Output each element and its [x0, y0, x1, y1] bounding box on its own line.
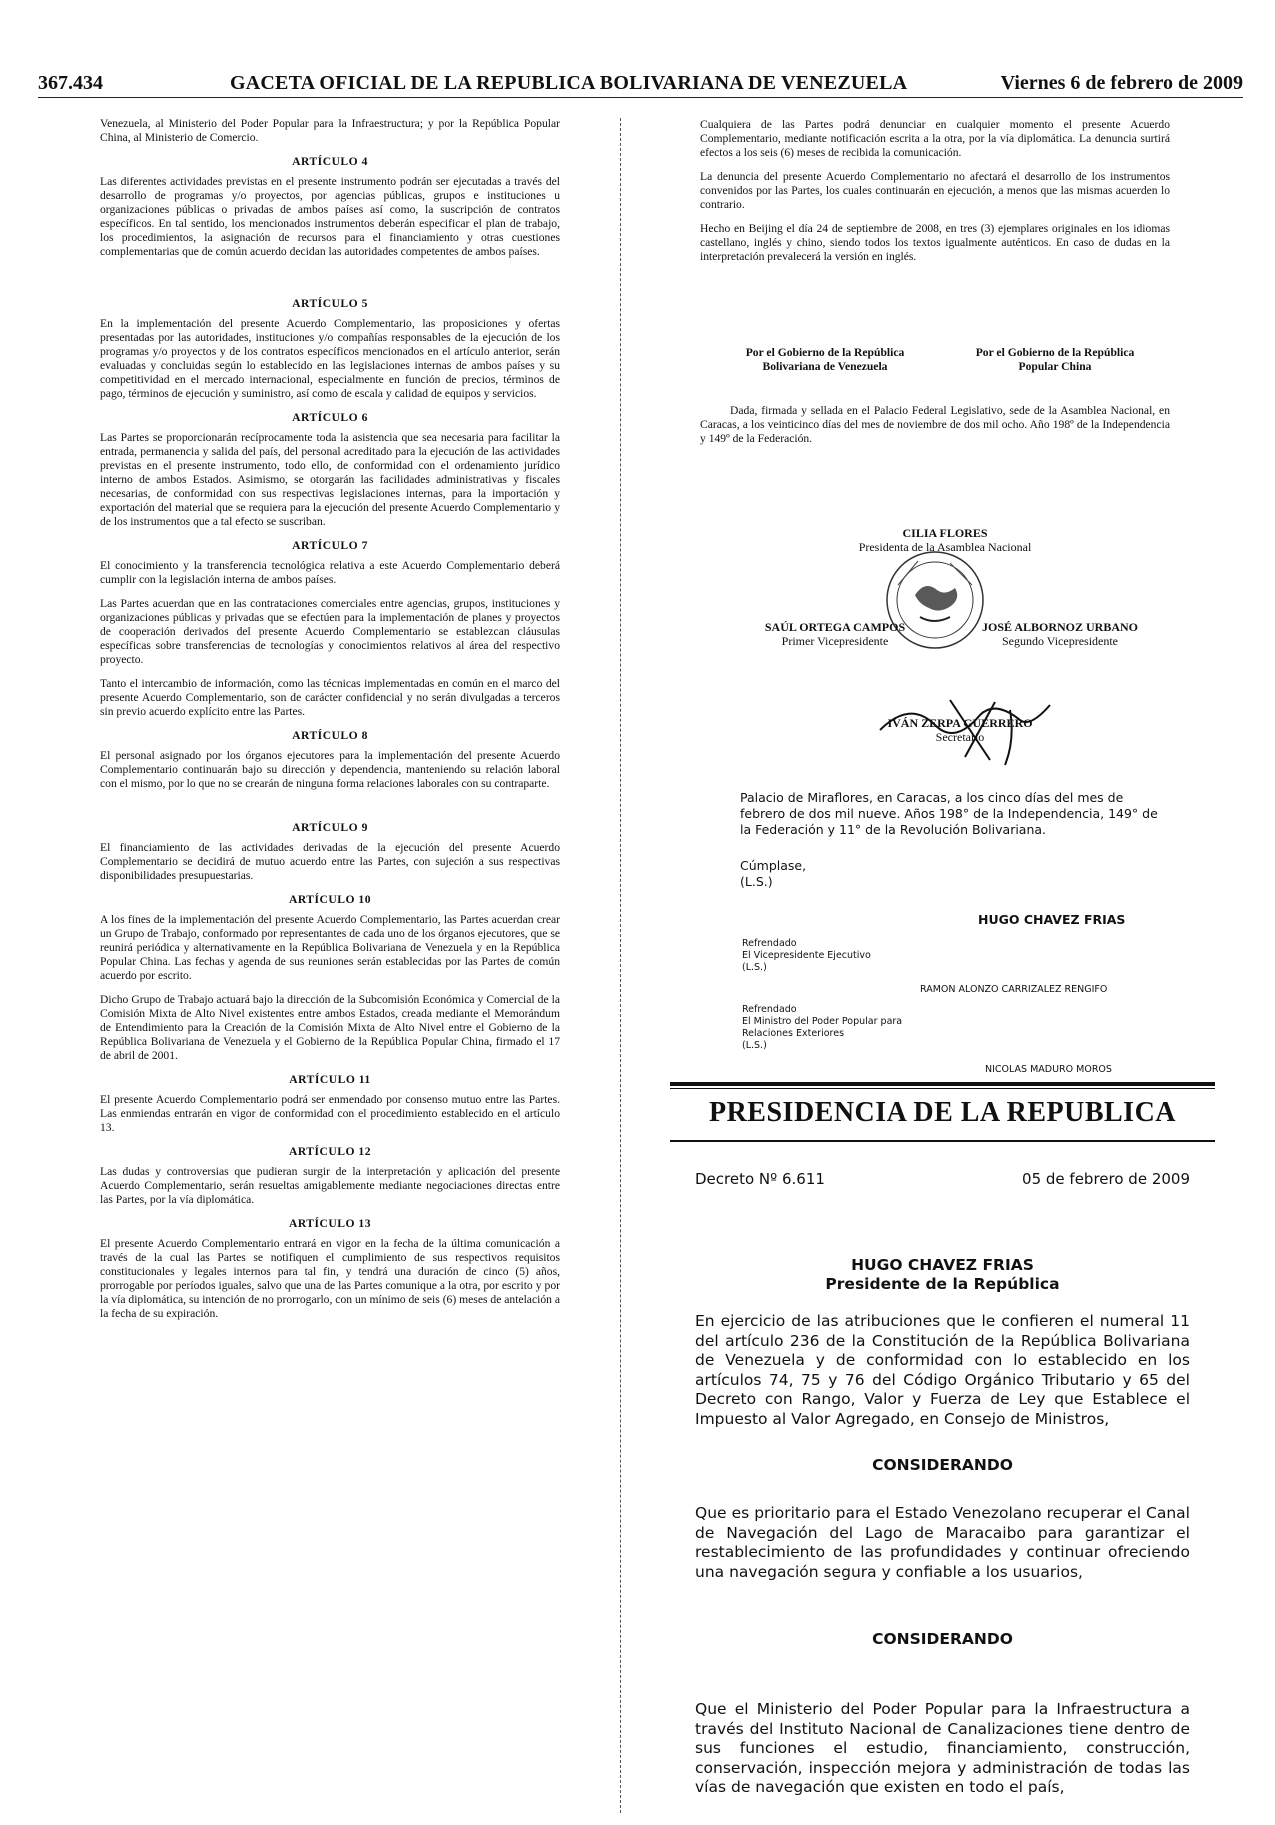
- secretary-name: IVÁN ZERPA GUERRERO: [887, 716, 1033, 730]
- article-5-heading: ARTÍCULO 5: [292, 297, 368, 310]
- article-4-paragraph: Las diferentes actividades previstas en el presente instrumento podrán ser ejecutadas a través del desarrollo de programas y/o proyectos, por agencias públicas, grupos e instituciones u organizaciones públicas o privadas de ambos países así como, la suscripción de contratos específicos. En tal sentido, los mencionados instrumentos deberán especificar el plan de trabajo, los procedimientos, la asignación de recursos para el financiamiento y otras cuestiones complementarias que de común acuerdo decidan las autoridades competentes de ambos países.: [100, 175, 560, 258]
- considerando-heading-1: CONSIDERANDO: [872, 1456, 1013, 1474]
- refrendo-1: Refrendado El Vicepresidente Ejecutivo (L.S.): [742, 938, 871, 973]
- hecho-paragraph: Hecho en Beijing el día 24 de septiembre de 2008, en tres (3) ejemplares originales en los idiomas castellano, inglés y chino, siendo todos los textos igualmente auténticos. En caso de dudas en la interpretación prevalecerá la versión en inglés.: [700, 222, 1170, 263]
- second-vice-president-role: Segundo Vicepresidente: [1001, 634, 1119, 648]
- article-9-paragraph: El financiamiento de las actividades derivadas de la ejecución del presente Acuerdo Complementario se decidirá de mutuo acuerdo entre las Partes, con sujeción a sus respectivas disponibilidades presupuestarias.: [100, 841, 560, 882]
- miraflores-paragraph: Palacio de Miraflores, en Caracas, a los cinco días del mes de febrero de dos mil nueve. Años 198° de la Independencia, 149° de la Federación y 11° de la Revolución Bolivariana.: [740, 790, 1158, 837]
- article-7-paragraph-1: El conocimiento y la transferencia tecnológica relativa a este Acuerdo Complementario deberá cumplir con la legislación interna de ambos países.: [100, 559, 560, 586]
- venezuela-signatory: Por el Gobierno de la República Bolivariana de Venezuela: [745, 346, 905, 373]
- article-13-paragraph: El presente Acuerdo Complementario entrará en vigor en la fecha de la última comunicación a través de la cual las Partes se notifiquen el cumplimiento de sus respectivos requisitos constitucionales y legales internos para tal fin, y tendrá una duración de cinco (5) años, prorrogable por períodos iguales, salvo que una de las Partes comunique a la otra, por escrito y por la vía diplomática, su intención de no prorrogarlo, con un mínimo de seis (6) meses de antelación a la fecha de su expiración.: [100, 1237, 560, 1320]
- article-11-heading: ARTÍCULO 11: [289, 1073, 371, 1086]
- assembly-president-name: CILIA FLORES: [902, 526, 988, 540]
- first-vice-president-signature: [735, 620, 935, 648]
- section-rule-bottom: [670, 1140, 1215, 1142]
- article-9-heading: ARTÍCULO 9: [292, 821, 368, 834]
- article-7-heading: ARTÍCULO 7: [292, 539, 368, 552]
- refrendo-2-name: NICOLAS MADURO MOROS: [985, 1064, 1112, 1075]
- article-13-heading: ARTÍCULO 13: [288, 1217, 372, 1230]
- second-vice-president-name: JOSÉ ALBORNOZ URBANO: [981, 620, 1139, 634]
- first-vice-president-role: Primer Vicepresidente: [781, 634, 889, 648]
- second-vice-president-signature: [955, 620, 1165, 648]
- gazette-title: GACETA OFICIAL DE LA REPUBLICA BOLIVARIANA DE VENEZUELA: [230, 72, 908, 94]
- article-7-paragraph-2: Las Partes acuerdan que en las contrataciones comerciales entre agencias, grupos, instituciones y organizaciones públicas y privadas que se efectúen para la implementación de planes y proyectos de cooperación derivados del presente Acuerdo Complementario se establezcan cláusulas específicas sobre transferencias de tecnologías y conocimientos relativos al área del respectivo proyecto.: [100, 597, 560, 666]
- header-rule: [38, 97, 1243, 98]
- dada-paragraph: Dada, firmada y sellada en el Palacio Federal Legislativo, sede de la Asamblea Nacional, en Caracas, a los veinticinco días del mes de noviembre de dos mil ocho. Año 198º de la Independencia y 149º de la Federación.: [700, 404, 1170, 445]
- article-5-paragraph: En la implementación del presente Acuerdo Complementario, las proposiciones y ofertas presentadas por las autoridades, instituciones y/o compañías responsables de la ejecución de los programas y/o proyectos y de los contratos específicos mencionados en el artículo anterior, serán evaluadas y concluidas según lo establecido en las legislaciones internas de ambos países y su competitividad en el mercado internacional, especialmente en función de precios, términos de pago, términos de ejecución y suministro, así como de escala y calidad de equipos y servicios.: [100, 317, 560, 400]
- president-signature-name: HUGO CHAVEZ FRIAS: [978, 912, 1126, 927]
- assembly-president-role: Presidenta de la Asamblea Nacional: [858, 540, 1032, 554]
- page-number: 367.434: [38, 72, 103, 94]
- denuncia-paragraph: Cualquiera de las Partes podrá denunciar en cualquier momento el presente Acuerdo Complementario, mediante notificación escrita a la otra, por la vía diplomática. La denuncia surtirá efectos a los seis (6) meses de recibida la comunicación.: [700, 118, 1170, 159]
- article-8-heading: ARTÍCULO 8: [292, 729, 368, 742]
- article-12-heading: ARTÍCULO 12: [288, 1145, 372, 1158]
- denuncia-effect-paragraph: La denuncia del presente Acuerdo Complementario no afectará el desarrollo de los instrumentos convenidos por las Partes, los cuales continuarán en ejecución, a menos que las mismas acuerden lo contrario.: [700, 170, 1170, 211]
- article-11-paragraph: El presente Acuerdo Complementario podrá ser enmendado por consenso mutuo entre las Partes. Las enmiendas entrarán en vigor de conformidad con el procedimiento establecido en el artículo 13.: [100, 1093, 560, 1134]
- refrendo-2: Refrendado El Ministro del Poder Popular para Relaciones Exteriores (L.S.): [742, 1004, 903, 1051]
- cumplase-label: Cúmplase,: [740, 858, 807, 873]
- decree-number: Decreto Nº 6.611: [695, 1170, 825, 1188]
- issue-date: Viernes 6 de febrero de 2009: [1000, 72, 1243, 94]
- article-12-paragraph: Las dudas y controversias que pudieran surgir de la interpretación y aplicación del presente Acuerdo Complementario, serán resueltas amigablemente mediante negociaciones directas entre las Partes, por la vía diplomática.: [100, 1165, 560, 1206]
- section-title: PRESIDENCIA DE LA REPUBLICA: [708, 1097, 1177, 1128]
- decree-signer-block: [695, 1256, 1190, 1294]
- considerando-paragraph-2: Que el Ministerio del Poder Popular para la Infraestructura a través del Instituto Nacional de Canalizaciones tiene dentro de sus funciones el estudio, financiamiento, construcción, conservación, inspección mejora y administración de todas las vías de navegación que existen en todo el país,: [695, 1700, 1190, 1796]
- intro-paragraph: Venezuela, al Ministerio del Poder Popular para la Infraestructura; y por la República Popular China, al Ministerio de Comercio.: [100, 117, 560, 144]
- article-10-heading: ARTÍCULO 10: [288, 893, 372, 906]
- page-header: [38, 72, 1243, 96]
- right-column: [700, 118, 1170, 274]
- decree-signer-role: Presidente de la República: [825, 1275, 1060, 1293]
- secretary-signature: [860, 716, 1060, 744]
- article-10-paragraph-2: Dicho Grupo de Trabajo actuará bajo la dirección de la Subcomisión Económica y Comercial de la Comisión Mixta de Alto Nivel existentes entre ambos Estados, creada mediante el Memorándum de Entendimiento para la Creación de la Comisión Mixta de Alto Nivel entre el Gobierno de la República Bolivariana de Venezuela y el Gobierno de la República Popular China, firmado el 17 de abril de 2001.: [100, 993, 560, 1062]
- article-4-heading: ARTÍCULO 4: [292, 155, 368, 168]
- considerando-heading-2: CONSIDERANDO: [872, 1630, 1013, 1648]
- decree-preamble: En ejercicio de las atribuciones que le confieren el numeral 11 del artículo 236 de la Constitución de la República Bolivariana de Venezuela y de conformidad con lo establecido en los artículos 74, 75 y 76 del Código Orgánico Tributario y 65 del Decreto con Rango, Valor y Fuerza de Ley que Establece el Impuesto al Valor Agregado, en Consejo de Ministros,: [695, 1312, 1190, 1428]
- article-6-paragraph: Las Partes se proporcionarán recíprocamente toda la asistencia que sea necesaria para facilitar la entrada, permanencia y salida del país, del personal acreditado para la ejecución de las actividades previstas en el presente instrumento, todo ello, de conformidad con el ordenamiento jurídico interno de ambos Estados. Asimismo, se otorgarán las facilidades administrativas y fiscales necesarias, de conformidad con sus respectivas legislaciones internas, para la importación y exportación del material que se requiera para la ejecución del presente Acuerdo Complementario y de los instrumentos que a tal efecto se suscriban.: [100, 431, 560, 528]
- article-10-paragraph-1: A los fines de la implementación del presente Acuerdo Complementario, las Partes acuerdan crear un Grupo de Trabajo, conformado por representantes de cada uno de los órganos ejecutores, que se reunirá periódica y alternativamente en la República Bolivariana de Venezuela y en la República Popular China. Las fechas y agenda de sus reuniones serán establecidas por las Partes de común acuerdo por escrito.: [100, 913, 560, 982]
- refrendo-1-name: RAMON ALONZO CARRIZALEZ RENGIFO: [920, 984, 1108, 995]
- left-column: [100, 117, 560, 1331]
- column-separator: [620, 118, 621, 1813]
- ls-label: (L.S.): [740, 874, 773, 889]
- china-signatory: Por el Gobierno de la República Popular China: [975, 346, 1135, 373]
- decree-signer-name: HUGO CHAVEZ FRIAS: [851, 1256, 1034, 1274]
- section-rule-thin: [670, 1088, 1215, 1089]
- article-8-paragraph: El personal asignado por los órganos ejecutores para la implementación del presente Acuerdo Complementario continuarán bajo su dirección y dependencia, manteniendo su relación laboral con el mismo, por lo que no se crearán de ninguna forma relaciones laborales con su contraparte.: [100, 749, 560, 790]
- article-6-heading: ARTÍCULO 6: [292, 411, 368, 424]
- secretary-role: Secretario: [935, 730, 985, 744]
- decree-row: [695, 1170, 1190, 1188]
- decree-date: 05 de febrero de 2009: [1022, 1170, 1190, 1188]
- considerando-paragraph-1: Que es prioritario para el Estado Venezolano recuperar el Canal de Navegación del Lago de Maracaibo para garantizar el restablecimiento de las profundidades y continuar ofreciendo una navegación segura y confiable a los usuarios,: [695, 1504, 1190, 1581]
- first-vice-president-name: SAÚL ORTEGA CAMPOS: [764, 620, 906, 634]
- article-7-paragraph-3: Tanto el intercambio de información, como las técnicas implementadas en común en el marco del presente Acuerdo Complementario, son de carácter confidencial y no serán divulgadas a terceros sin previo acuerdo explícito entre las Partes.: [100, 677, 560, 718]
- section-rule-top: [670, 1082, 1215, 1086]
